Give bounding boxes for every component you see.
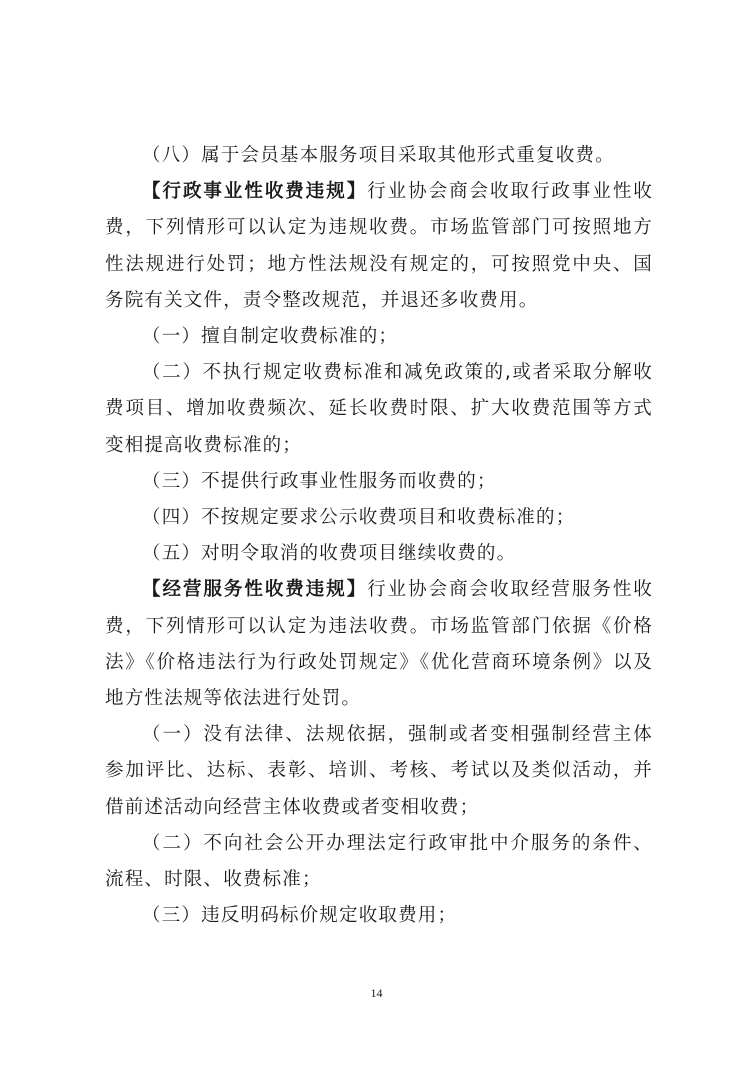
paragraph-3 xyxy=(105,319,653,355)
paragraph-text: （三）违反明码标价规定收取费用； xyxy=(142,905,458,927)
paragraph-text: （一）擅自制定收费标准的； xyxy=(142,326,399,348)
paragraph-1 xyxy=(105,138,653,174)
paragraph-text: （五）对明令取消的收费项目继续收费的。 xyxy=(142,543,517,565)
paragraph-text: （三）不提供行政事业性服务而收费的； xyxy=(142,470,497,492)
paragraph-6 xyxy=(105,500,653,536)
paragraph-4 xyxy=(105,355,653,464)
paragraph-5 xyxy=(105,464,653,500)
paragraph-9 xyxy=(105,717,653,826)
paragraph-text: （四）不按规定要求公示收费项目和收费标准的； xyxy=(142,507,576,529)
paragraph-2 xyxy=(105,174,653,319)
paragraph-text: （二）不执行规定收费标准和减免政策的,或者采取分解收费项目、增加收费频次、延长收费时限、扩大收费范围等方式变相提高收费标准的； xyxy=(105,362,653,456)
paragraph-text: 行业协会商会收取行政事业性收费，下列情形可以认定为违规收费。市场监管部门可按照地方性法规进行处罚；地方性法规没有规定的，可按照党中央、国务院有关文件，责令整改规范，并退还多收费用。 xyxy=(105,181,654,311)
paragraph-heading: 【经营服务性收费违规】 xyxy=(142,579,368,601)
paragraph-text: 行业协会商会收取经营服务性收费，下列情形可以认定为违法收费。市场监管部门依据《价格法》《价格违法行为行政处罚规定》《优化营商环境条例》以及地方性法规等依法进行处罚。 xyxy=(105,579,654,710)
paragraph-text: （八）属于会员基本服务项目采取其他形式重复收费。 xyxy=(142,145,615,166)
paragraph-10 xyxy=(105,826,653,898)
body-text xyxy=(105,138,653,934)
paragraph-heading: 【行政事业性收费违规】 xyxy=(142,181,368,203)
paragraph-7 xyxy=(105,536,653,572)
paragraph-11 xyxy=(105,898,653,934)
paragraph-8 xyxy=(105,572,653,717)
page-number: 14 xyxy=(370,986,383,1000)
paragraph-text: （一）没有法律、法规依据，强制或者变相强制经营主体参加评比、达标、表彰、培训、考核、考试以及类似活动，并借前述活动向经营主体收费或者变相收费； xyxy=(105,724,653,818)
paragraph-text: （二）不向社会公开办理法定行政审批中介服务的条件、流程、时限、收费标准； xyxy=(105,832,653,891)
